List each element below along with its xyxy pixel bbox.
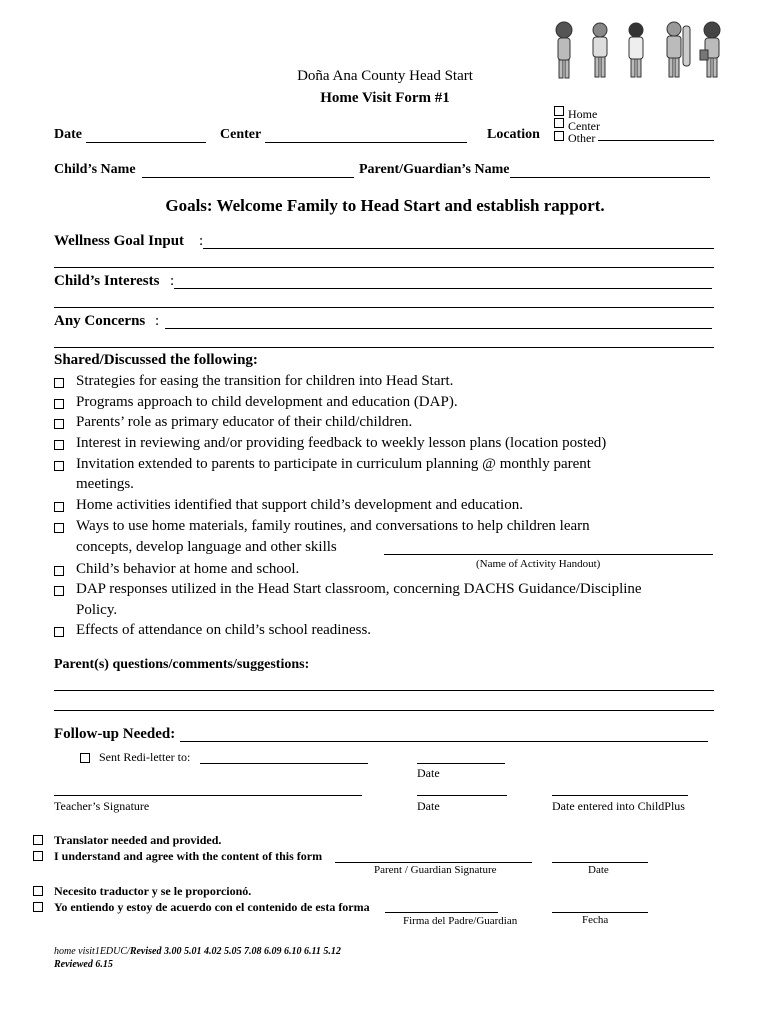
location-other-checkbox[interactable] xyxy=(554,131,564,141)
item-checkbox[interactable] xyxy=(54,523,64,533)
list-item: DAP responses utilized in the Head Start classroom, concerning DACHS Guidance/Discipline xyxy=(76,581,642,598)
list-item: Effects of attendance on child’s school readiness. xyxy=(76,622,371,639)
wellness-label: Wellness Goal Input xyxy=(54,233,185,249)
location-home-checkbox[interactable] xyxy=(554,106,564,116)
location-label: Location xyxy=(487,127,540,142)
child-name-label: Child’s Name xyxy=(54,162,136,177)
translator-checkbox[interactable] xyxy=(33,835,43,845)
parent-questions-label: Parent(s) questions/comments/suggestions: xyxy=(54,657,310,672)
fecha-label: Fecha xyxy=(582,914,609,926)
reviewed-note: Reviewed 6.15 xyxy=(54,959,113,970)
list-item: Parents’ role as primary educator of their child/children. xyxy=(76,414,412,431)
item-checkbox[interactable] xyxy=(54,566,64,576)
item-checkbox[interactable] xyxy=(54,399,64,409)
wellness-field[interactable] xyxy=(203,248,714,249)
location-center-label: Center xyxy=(568,119,600,133)
location-home-label: Home xyxy=(568,107,598,121)
redi-date-field[interactable] xyxy=(417,763,505,764)
handout-note: (Name of Activity Handout) xyxy=(476,558,601,570)
revision-note: home visit1EDUC/Revised 3.00 5.01 4.02 5.05 7.08 6.09 6.10 6.11 5.12 xyxy=(54,946,341,957)
parent-signature-label: Parent / Guardian Signature xyxy=(374,864,497,876)
parent-signature-field[interactable] xyxy=(335,862,532,863)
interests-field-line2[interactable] xyxy=(54,307,714,308)
goals-heading: Goals: Welcome Family to Head Start and establish rapport. xyxy=(165,196,605,215)
traductor-label: Necesito traductor y se le proporcionó. xyxy=(54,884,252,898)
list-item: Interest in reviewing and/or providing feedback to weekly lesson plans (location posted) xyxy=(76,435,606,452)
list-item-continuation: meetings. xyxy=(76,476,134,492)
list-item: Programs approach to child development and education (DAP). xyxy=(76,394,458,411)
parent-questions-field[interactable] xyxy=(54,690,714,691)
redi-letter-label: Sent Redi-letter to: xyxy=(99,750,191,764)
acuerdo-checkbox[interactable] xyxy=(33,902,43,912)
parent-questions-field-line2[interactable] xyxy=(54,710,714,711)
item-checkbox[interactable] xyxy=(54,461,64,471)
firma-label: Firma del Padre/Guardian xyxy=(403,915,518,927)
location-other-field[interactable] xyxy=(598,140,714,141)
concerns-field[interactable] xyxy=(165,328,712,329)
form-title: Home Visit Form #1 xyxy=(320,90,450,106)
location-center-checkbox[interactable] xyxy=(554,118,564,128)
item-checkbox[interactable] xyxy=(54,378,64,388)
item-checkbox[interactable] xyxy=(54,419,64,429)
wellness-field-line2[interactable] xyxy=(54,267,714,268)
teacher-date-field[interactable] xyxy=(417,795,507,796)
center-label: Center xyxy=(220,127,262,142)
list-item-continuation: Policy. xyxy=(76,602,118,618)
list-item: Child’s behavior at home and school. xyxy=(76,561,299,578)
teacher-signature-label: Teacher’s Signature xyxy=(54,799,150,813)
shared-heading: Shared/Discussed the following: xyxy=(54,352,258,368)
redi-letter-field[interactable] xyxy=(200,763,368,764)
list-item: Invitation extended to parents to participate in curriculum planning @ monthly parent xyxy=(76,456,591,473)
acuerdo-label: Yo entiendo y estoy de acuerdo con el contenido de esta forma xyxy=(54,900,370,914)
fecha-field[interactable] xyxy=(552,912,648,913)
item-checkbox[interactable] xyxy=(54,502,64,512)
parent-date-label: Date xyxy=(588,864,609,876)
list-item: Strategies for easing the transition for children into Head Start. xyxy=(76,373,453,390)
childplus-date-field[interactable] xyxy=(552,795,688,796)
date-label: Date xyxy=(54,127,82,142)
list-item: Home activities identified that support child’s development and education. xyxy=(76,497,523,514)
traductor-checkbox[interactable] xyxy=(33,886,43,896)
translator-label: Translator needed and provided. xyxy=(54,833,222,847)
teacher-signature-field[interactable] xyxy=(54,795,362,796)
agree-checkbox[interactable] xyxy=(33,851,43,861)
redi-letter-checkbox[interactable] xyxy=(80,753,90,763)
teacher-date-label: Date xyxy=(417,799,440,813)
guardian-name-field[interactable] xyxy=(510,177,710,178)
interests-field[interactable] xyxy=(174,288,712,289)
followup-field[interactable] xyxy=(180,741,708,742)
interests-label: Child’s Interests xyxy=(54,273,160,289)
followup-label: Follow-up Needed: xyxy=(54,726,176,742)
parent-date-field[interactable] xyxy=(552,862,648,863)
item-checkbox[interactable] xyxy=(54,627,64,637)
concerns-label: Any Concerns xyxy=(54,313,146,329)
center-field[interactable] xyxy=(265,142,467,143)
list-item-continuation: concepts, develop language and other skills xyxy=(76,539,337,555)
list-item: Ways to use home materials, family routines, and conversations to help children learn xyxy=(76,518,590,535)
firma-field[interactable] xyxy=(385,912,498,913)
guardian-name-label: Parent/Guardian’s Name xyxy=(359,162,510,177)
concerns-field-line2[interactable] xyxy=(54,347,714,348)
location-other-label: Other xyxy=(568,131,596,145)
agree-label: I understand and agree with the content of this form xyxy=(54,849,323,863)
childplus-date-label: Date entered into ChildPlus xyxy=(552,799,685,813)
item-checkbox[interactable] xyxy=(54,440,64,450)
org-name: Doña Ana County Head Start xyxy=(297,68,473,84)
child-name-field[interactable] xyxy=(142,177,354,178)
item-checkbox[interactable] xyxy=(54,586,64,596)
date-field[interactable] xyxy=(86,142,206,143)
redi-date-label: Date xyxy=(417,766,440,780)
activity-handout-field[interactable] xyxy=(384,554,713,555)
